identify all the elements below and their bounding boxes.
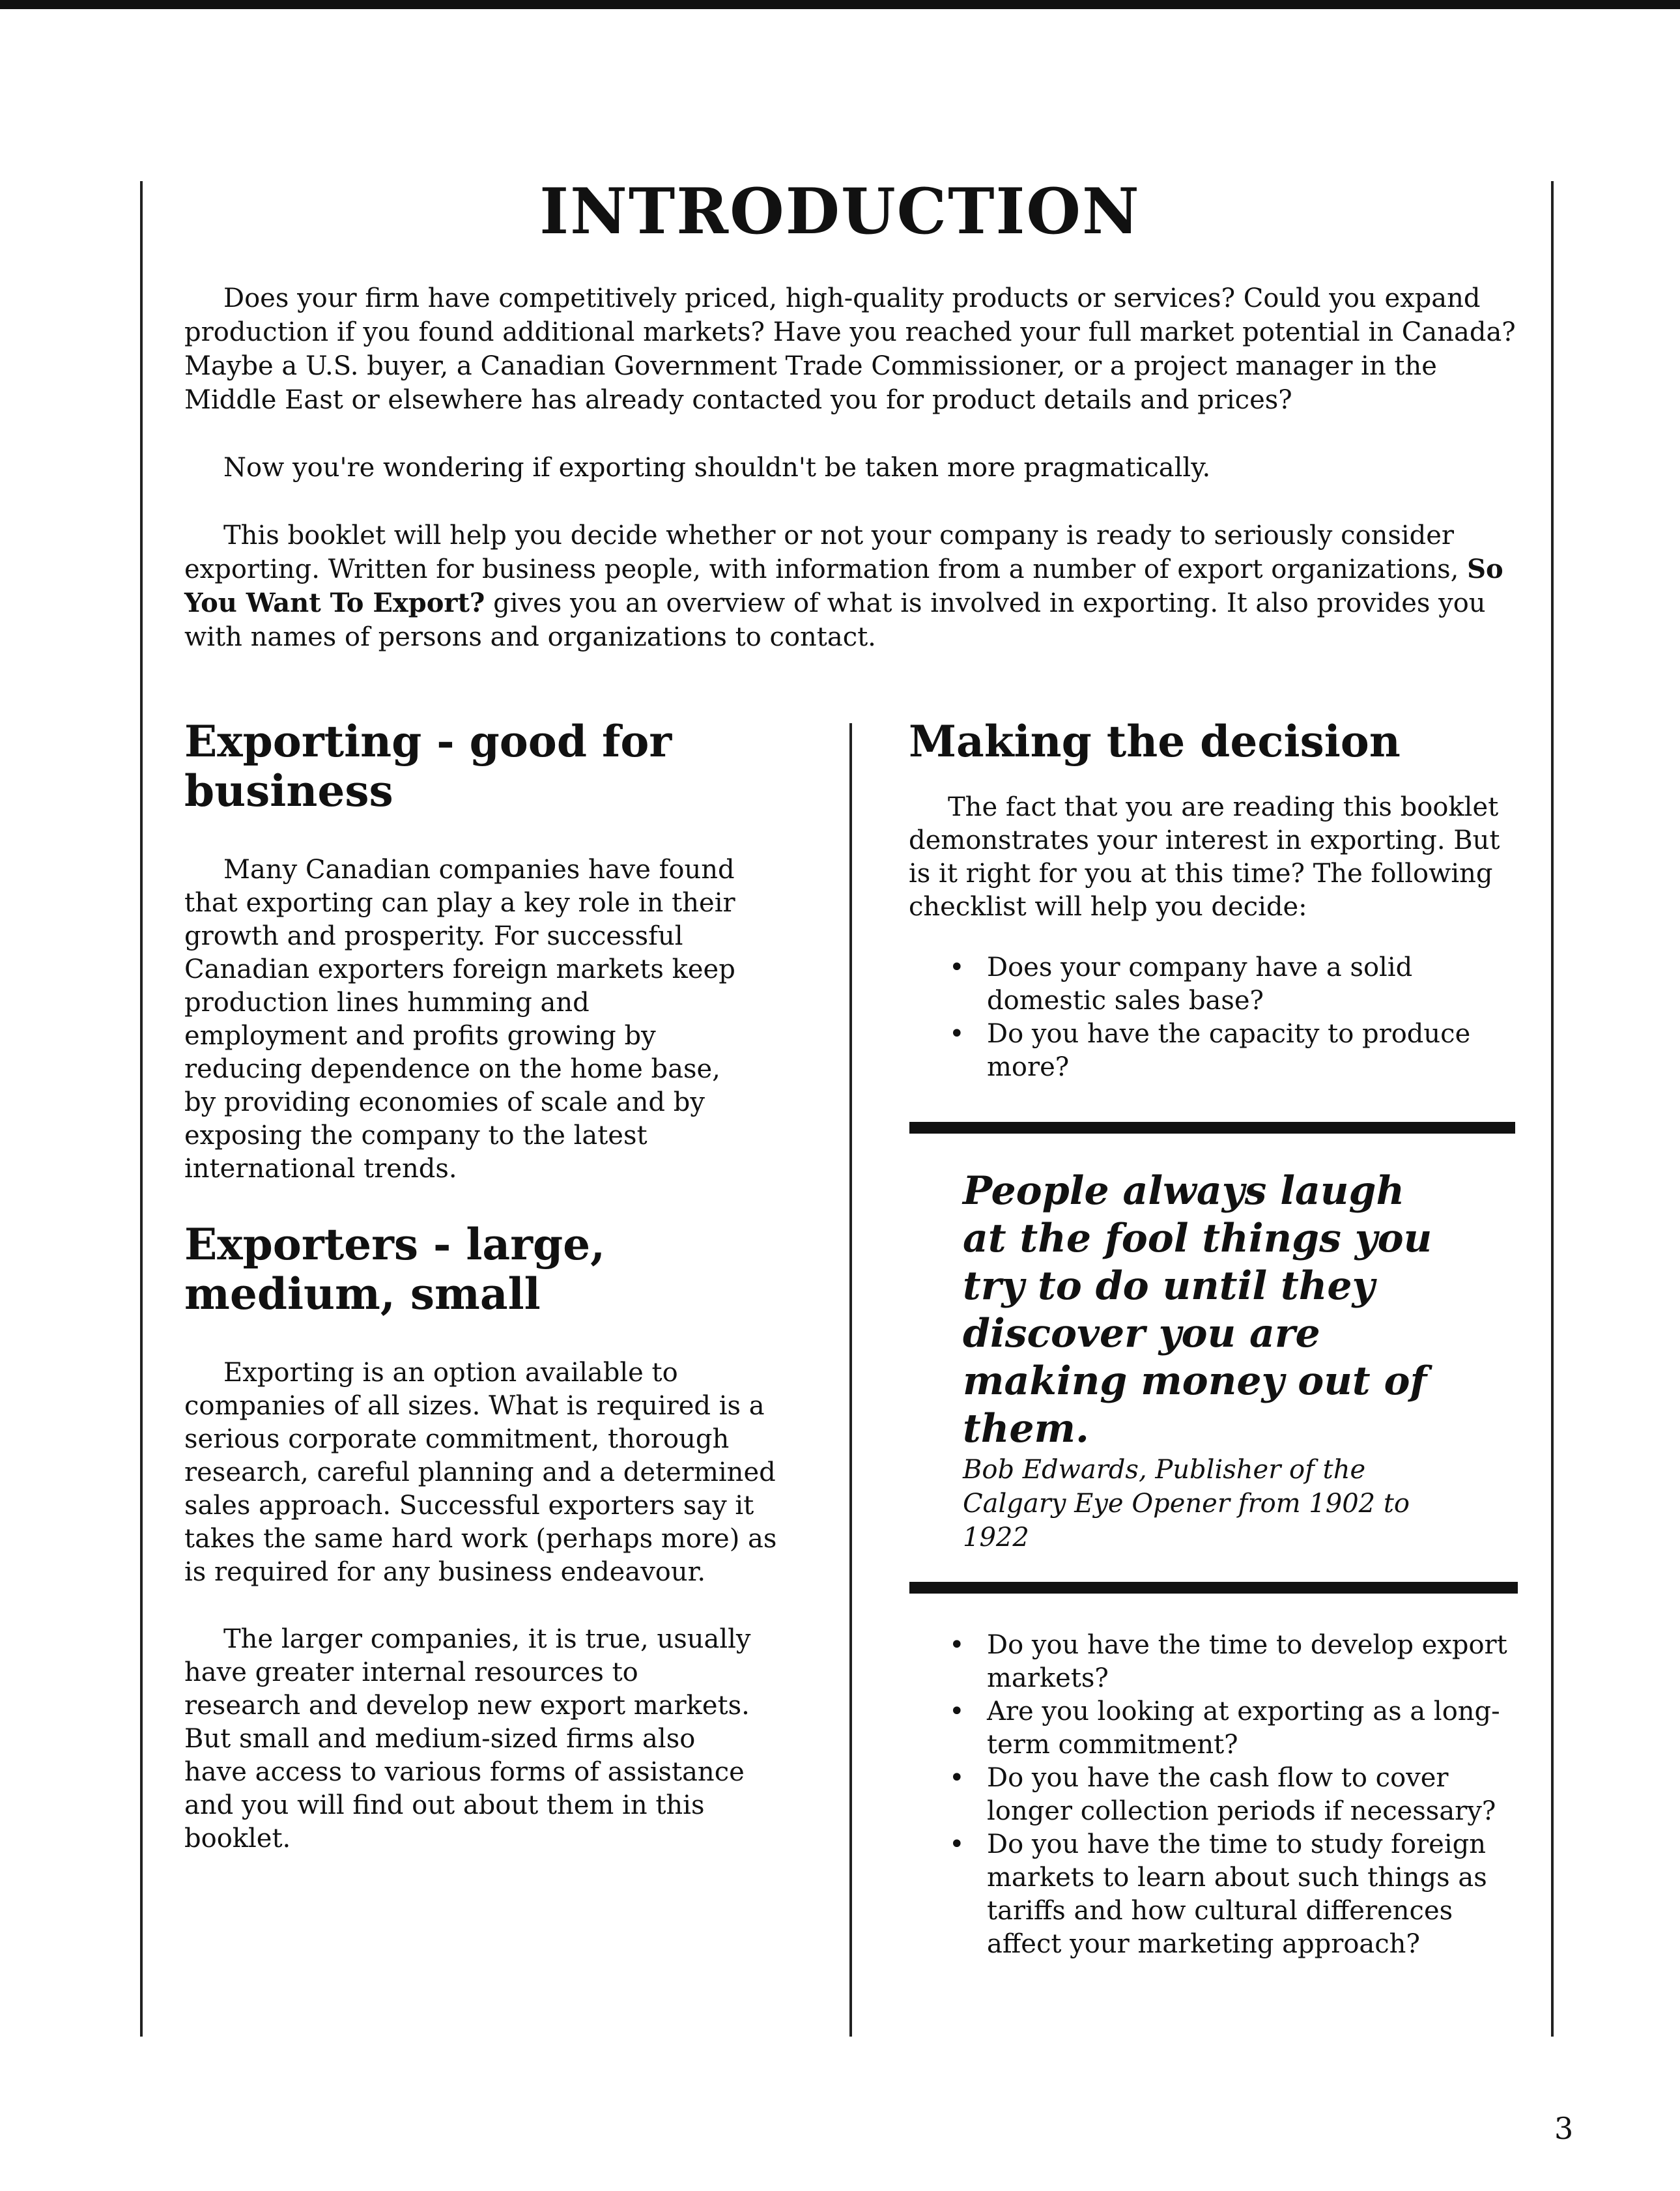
quote-bottom-rule <box>909 1582 1518 1594</box>
heading-making-the-decision: Making the decision <box>909 716 1401 767</box>
intro-paragraph-3-text: This booklet will help you decide whether or not your company is ready to seriously consider exporting. Written for business people, with information from a number of export organizations, <box>184 521 1468 584</box>
left-column <box>184 717 790 1855</box>
left-paragraph-2: Exporting is an option available to companies of all sizes. What is required is a serious corporate commitment, thorough research, careful planning and a determined sales approach. Successful exporters say it takes the same hard work (perhaps more) as is required for any business endeavour. <box>184 1358 777 1587</box>
heading-exporters-large-medium-small: Exporters - large, medium, small <box>184 1219 606 1319</box>
intro-paragraph-3 <box>184 519 1516 654</box>
left-paragraph-3: The larger companies, it is true, usually have greater internal resources to research and develop new export markets. But small and medium-sized firms also have access to various forms of assistance and you will find out about them in this booklet. <box>184 1624 751 1854</box>
right-column-top <box>909 717 1515 1084</box>
checklist-item: • Do you have the capacity to produce more? <box>909 1018 1515 1084</box>
quote-top-rule <box>909 1122 1515 1134</box>
right-margin-rule <box>1551 181 1554 2037</box>
pull-quote: People always laugh at the fool things you try to do until they discover you are making money out of them. <box>963 1168 1432 1452</box>
checklist-b <box>909 1629 1518 1961</box>
intro-paragraph-2: Now you're wondering if exporting shouldn't be taken more pragmatically. <box>223 453 1211 483</box>
left-margin-rule <box>140 181 143 2037</box>
page-title: INTRODUCTION <box>539 175 1141 248</box>
intro-section <box>184 281 1516 688</box>
column-divider-rule <box>849 723 852 2037</box>
page-number: 3 <box>1554 2111 1574 2146</box>
checklist-item: • Are you looking at exporting as a long-term commitment? <box>909 1695 1518 1762</box>
checklist-a <box>909 951 1515 1084</box>
checklist-item: • Do you have the time to develop export markets? <box>909 1629 1518 1695</box>
checklist-item: • Do you have the cash flow to cover longer collection periods if necessary? <box>909 1762 1518 1828</box>
right-paragraph: The fact that you are reading this booklet demonstrates your interest in exporting. But is it right for you at this time? The following checklist will help you decide: <box>909 792 1500 922</box>
booklet-title: So You Want To Export? <box>184 554 1503 618</box>
checklist-item: • Do you have the time to study foreign markets to learn about such things as tariffs and how cultural differences affect your marketing approach? <box>909 1828 1518 1961</box>
right-column-bottom <box>909 1629 1518 1961</box>
top-border-rule <box>0 0 1680 9</box>
intro-paragraph-1: Does your firm have competitively priced, high-quality products or services? Could you expand production if you found additional markets? Have you reached your full market potential in Canada? Maybe a U.S. buyer, a Canadian Government Trade Commissioner, or a project manager in the Middle East or elsewhere has already contacted you for product details and prices? <box>184 283 1516 415</box>
quote-attribution: Bob Edwards, Publisher of the Calgary Eye Opener from 1902 to 1922 <box>963 1455 1410 1553</box>
left-paragraph-1: Many Canadian companies have found that exporting can play a key role in their growth and prosperity. For successful Canadian exporters foreign markets keep production lines humming and employment and profits growing by reducing dependence on the home base, by providing economies of scale and by exposing the company to the latest international trends. <box>184 855 735 1184</box>
intro-paragraph-3-text-end: gives you an overview of what is involved in exporting. It also provides you with names of persons and organizations to contact. <box>184 588 1486 652</box>
checklist-item: • Does your company have a solid domestic sales base? <box>909 951 1515 1018</box>
heading-exporting-good-for-business: Exporting - good for business <box>184 716 672 816</box>
